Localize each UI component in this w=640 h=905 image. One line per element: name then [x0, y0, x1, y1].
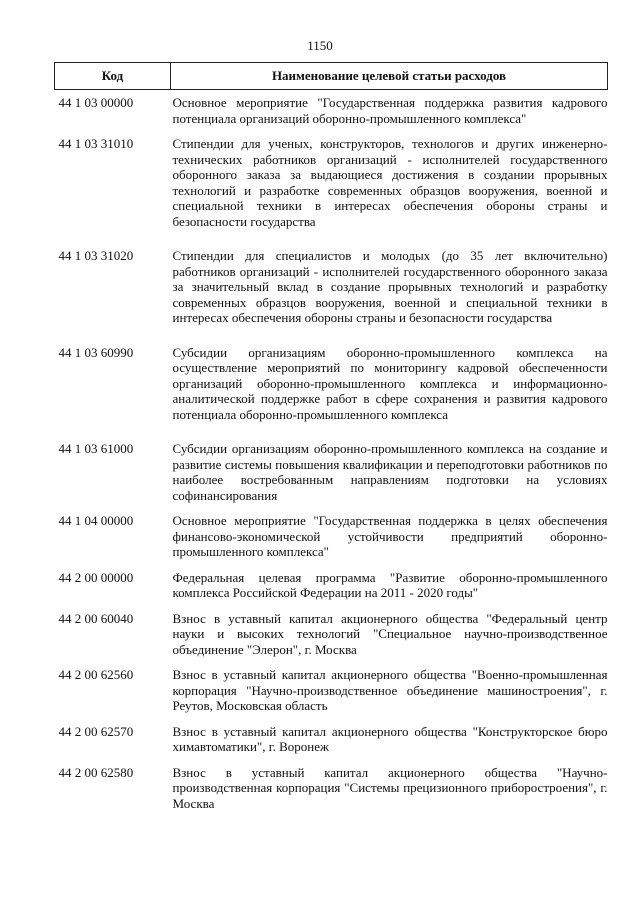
- row-description: Основное мероприятие "Государственная поддержка развития кадрового потенциала организаций оборонно-промышленного комплекса": [172, 95, 608, 126]
- row-description: Стипендии для специалистов и молодых (до 35 лет включительно) работников организаций - исполнителей государственного оборонного заказа за значительный вклад в создание прорывных технологий и разработку современных образцов вооружения, военной и специальной техники в интересах обеспечения обороны страны и безопасности государства: [172, 248, 608, 325]
- row-description: Субсидии организациям оборонно-промышленного комплекса на осуществление мероприятий по мониторингу кадровой обеспеченности организаций оборонно-промышленного комплекса и информационно-аналитической поддержке работ в сфере сохранения и развития кадрового потенциала оборонно-промышленного комплекса: [172, 344, 608, 422]
- row-code: 44 1 03 61000: [58, 441, 134, 456]
- table-row: [55, 132, 608, 244]
- table-row: [55, 437, 608, 509]
- row-code: 44 2 00 00000: [58, 569, 134, 585]
- table-row: [55, 341, 608, 438]
- row-description: Субсидии организациям оборонно-промышленного комплекса на создание и развитие системы повышения квалификации и переподготовки работников по наиболее востребованным направлениям подготовки на условиях софинансирования: [172, 441, 608, 503]
- row-description: Взнос в уставный капитал акционерного общества "Военно-промышленная корпорация "Научно-производственное объединение машиностроения", г. Реутов, Московская область: [172, 667, 608, 713]
- row-description: Федеральная целевая программа "Развитие оборонно-промышленного комплекса Российской Федерации на 2011 - 2020 годы": [172, 569, 608, 600]
- row-description: Взнос в уставный капитал акционерного общества "Федеральный центр науки и высоких технологий "Специальное научно-производственное объединение "Элерон", г. Москва: [172, 610, 608, 657]
- row-description: Взнос в уставный капитал акционерного общества "Конструкторское бюро химавтоматики", г. Воронеж: [172, 723, 608, 754]
- row-code: 44 2 00 62570: [58, 723, 134, 739]
- row-code: 44 1 03 31010: [58, 136, 134, 151]
- row-code: 44 1 03 31020: [58, 248, 134, 263]
- table-row: [55, 761, 608, 818]
- table-row: [55, 509, 608, 566]
- row-description: Взнос в уставный капитал акционерного общества "Научно-производственная корпорация "Системы прецизионного приборостроения", г. Москва: [172, 764, 608, 811]
- table-row: [55, 244, 608, 341]
- row-code: 44 1 03 60990: [58, 344, 134, 360]
- row-description: Стипендии для ученых, конструкторов, технологов и других инженерно-технических работников организаций - исполнителей государственного оборонного заказа за выдающиеся достижения в создании прорывных технологий и разработке современных образцов вооружения, военной и специальной техники в интересах обеспечения обороны страны и безопасности государства: [172, 136, 608, 229]
- header-name: Наименование целевой статьи расходов: [171, 63, 608, 90]
- table-row: [55, 566, 608, 607]
- page-number: 1150: [307, 38, 333, 53]
- header-code: Код: [55, 63, 171, 90]
- table-row: [55, 663, 608, 720]
- row-code: 44 1 03 00000: [58, 95, 134, 110]
- row-description: Основное мероприятие "Государственная поддержка в целях обеспечения финансово-экономической устойчивости предприятий оборонно-промышленного комплекса": [172, 513, 608, 559]
- row-code: 44 2 00 62560: [58, 667, 134, 682]
- table-row: [55, 607, 608, 664]
- row-code: 44 1 04 00000: [58, 513, 134, 528]
- table-row: [55, 90, 608, 133]
- budget-codes-table: [54, 62, 608, 817]
- table-header-row: [55, 63, 608, 90]
- row-code: 44 2 00 60040: [58, 610, 134, 626]
- row-code: 44 2 00 62580: [58, 764, 134, 780]
- table-row: [55, 720, 608, 761]
